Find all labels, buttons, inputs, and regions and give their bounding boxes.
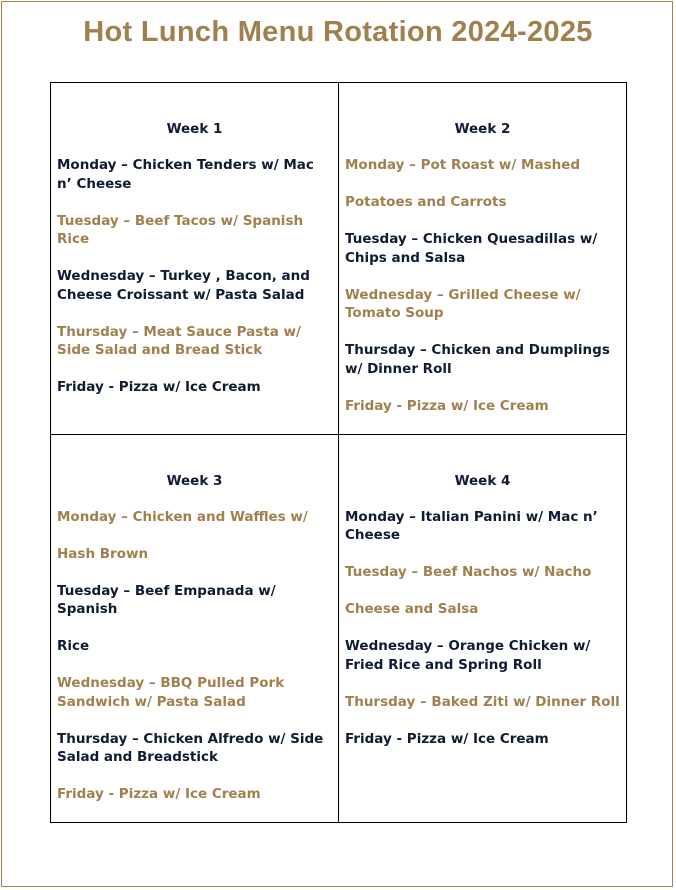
week-4-item: Wednesday – Orange Chicken w/ Fried Rice and Spring Roll [345,638,591,673]
week-1-item: Wednesday – Turkey , Bacon, and Cheese Croissant w/ Pasta Salad [57,268,310,303]
week-3-item: Thursday – Chicken Alfredo w/ Side Salad and Breadstick [57,730,324,765]
week-4-item: Tuesday – Beef Nachos w/ Nacho [345,564,592,580]
week-1-heading: Week 1 [166,121,223,137]
week-1-item: Monday – Chicken Tenders w/ Mac n’ Cheese [57,157,314,192]
week-3-item: Tuesday – Beef Empanada w/ Spanish [57,582,276,617]
page-title: Hot Lunch Menu Rotation 2024-2025 [83,16,593,48]
week-1-item: Tuesday – Beef Tacos w/ Spanish Rice [57,212,304,247]
week-2-item: Wednesday – Grilled Cheese w/ Tomato Soup [345,286,581,321]
week-2-item: Thursday – Chicken and Dumplings w/ Dinner Roll [345,342,610,377]
grid-row-1 [51,83,627,435]
week-3-item: Friday - Pizza w/ Ice Cream [57,786,261,802]
week-2-item: Friday - Pizza w/ Ice Cream [345,397,549,414]
week-3-cell [51,434,339,823]
week-4-item: Friday - Pizza w/ Ice Cream [345,730,549,747]
week-3-item: Wednesday – BBQ Pulled Pork Sandwich w/ Pasta Salad [57,675,285,710]
week-3-heading: Week 3 [166,472,223,489]
week-4-heading: Week 4 [454,472,511,489]
week-4-item: Cheese and Salsa [345,601,479,617]
week-2-heading: Week 2 [454,121,511,137]
week-1-item: Friday - Pizza w/ Ice Cream [57,379,261,395]
week-2-item: Potatoes and Carrots [345,194,507,210]
week-4-item: Thursday – Baked Ziti w/ Dinner Roll [345,693,620,710]
week-1-cell [51,83,339,435]
week-2-item: Monday – Pot Roast w/ Mashed [345,157,581,173]
week-2-cell [339,83,627,435]
grid-row-2 [51,434,627,823]
week-1-item: Thursday – Meat Sauce Pasta w/ Side Salad and Bread Stick [57,323,301,358]
menu-grid [50,82,627,823]
week-2-item: Tuesday – Chicken Quesadillas w/ Chips and Salsa [345,231,598,266]
week-4-cell [339,434,627,823]
week-3-item: Hash Brown [57,545,149,562]
week-3-item: Rice [57,638,90,654]
week-4-item: Monday – Italian Panini w/ Mac n’ Cheese [345,508,598,543]
week-3-item: Monday – Chicken and Waffles w/ [57,508,308,525]
